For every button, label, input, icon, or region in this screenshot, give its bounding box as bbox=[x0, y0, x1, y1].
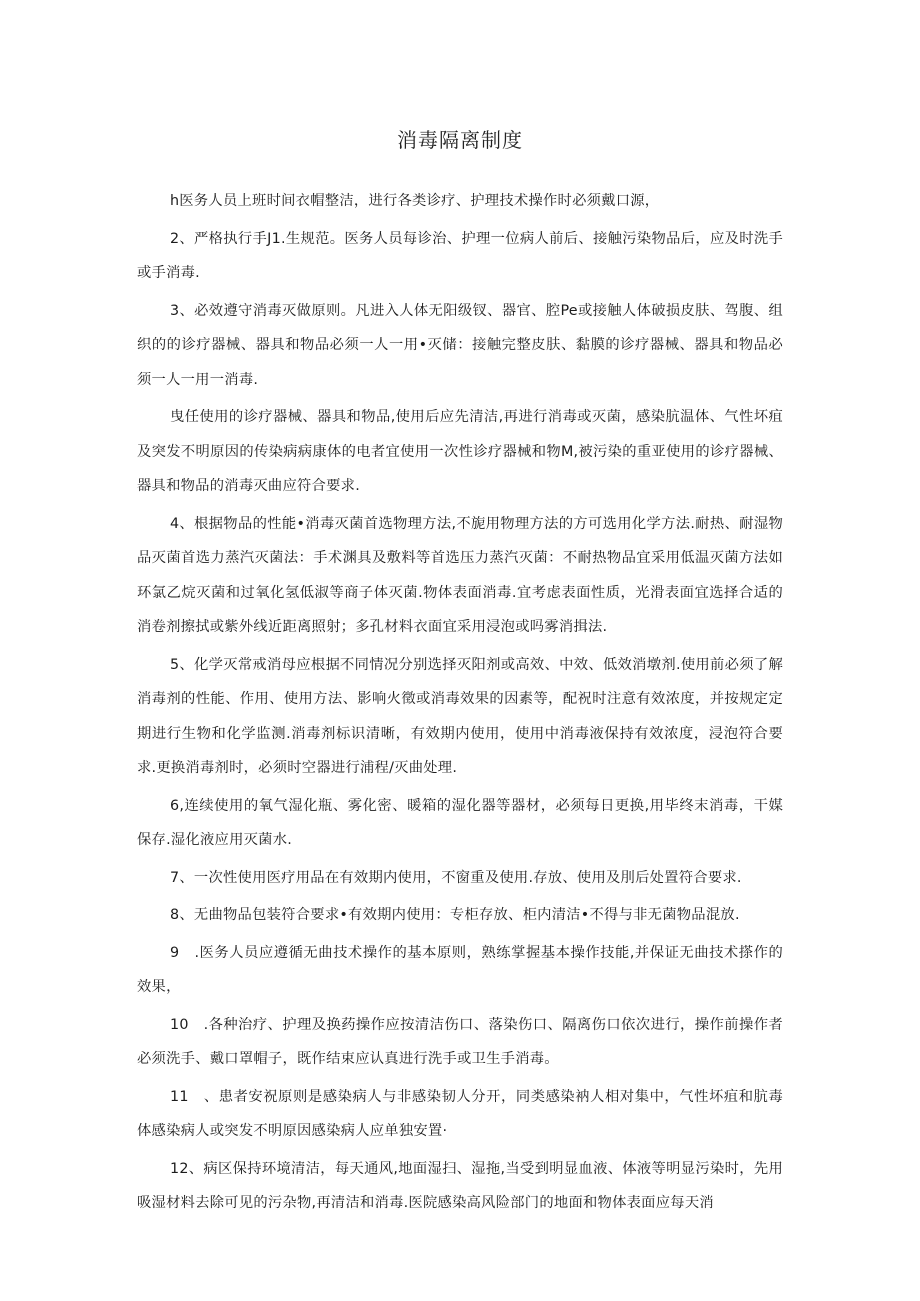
paragraph-9: 8、无曲物品包装符合要求•有效期内使用：专柜存放、柜内清洁•不得与非无菌物品混放. bbox=[170, 907, 740, 923]
paragraph-6: 5、化学灭常戒消母应根据不同情况分别选择灭阳剂或高效、中效、低效消墩剂.使用前必须了解消毒剂的性能、作用、使用方法、影响火徵或消毒效果的因素等，配祝时注意有效浓度，并按规定定期进行生物和化学监测.消毒剂标识清晰，有效期内使用，使用中消毒液保持有效浓度，浸泡符合要求.更换消毒剂时，必须时空器进行浦程/灭曲处理. bbox=[137, 656, 783, 776]
document-body bbox=[137, 184, 783, 1221]
paragraph-10: 9 .医务人员应遵循无曲技术操作的基本原则，熟练掌握基本操作技能,并保证无曲技术搽作的效果， bbox=[137, 944, 783, 995]
paragraph-2: 2、严格执行手J1.生规范。医务人员每诊治、护理一位病人前后、接触污染物品后，应及时洗手或手消毒. bbox=[137, 230, 783, 281]
paragraph-5: 4、根据物品的性能•消毒灭菌首选物理方法,不旎用物理方法的方可选用化学方法.耐热、耐湿物品灭菌首选力蒸汽灭菌法：手术渊具及敷料等首选压力蒸汽灭菌：不耐热物品宜采用低温灭菌方法如环氯乙烷灭菌和过氧化氢低淑等商子体灭菌.物体表面消毒.宜考虑表面性质，光滑表面宜选择合适的消卷剂擦拭或紫外线近距离照射；多孔材料衣面宜采用浸泡或吗雾消揖法. bbox=[137, 515, 783, 635]
document-title: 消毒隔离制度 bbox=[397, 128, 523, 152]
paragraph-3: 3、必效遵守消毒灭做原则。凡进入人体无阳级钗、器官、腔Pe或接触人体破损皮肤、驾腹、组织的的诊疗器械、器具和物品必须一人一用•灭储：接触完整皮肤、黏膜的诊疗器械、器具和物品必须一人一用一消毒. bbox=[137, 302, 783, 388]
paragraph-4: 曳任使用的诊疗器械、器具和物品,使用后应先清洁,再进行消毒或灭菌，感染肮温体、气性坏疽及突发不明原因的传染病病康体的电者宜使用一次性诊疗器械和物M,被污染的重亚使用的诊疗器械、器具和物品的消毒灭曲应符合要求. bbox=[137, 409, 783, 494]
paragraph-13: 12、病区保持环境清洁，每天通风,地面湿扫、湿拖,当受到明显血液、体液等明显污染时，先用吸湿材料去除可见的污杂物,再清洁和消毒.医院感染高风险部门的地面和物体表面应每天消 bbox=[137, 1160, 783, 1211]
paragraph-1: h医务人员上班时间衣帽整洁，进行各类诊疗、护理技术操作时必须戴口源， bbox=[170, 193, 660, 209]
paragraph-11: 10 .各种治疗、护理及换药操作应按清洁伤口、落染伤口、隔离伤口依次进行，操作前操作者必须洗手、戴口罩帽子，既作结束应认真进行洗手或卫生手消毒。 bbox=[137, 1016, 783, 1067]
paragraph-12: 11 、患者安祝原则是感染病人与非感染韧人分开，同类感染衲人相对集中，气性坏疽和肮毒体感染病人或突发不明原因感染病人应单独安置· bbox=[137, 1088, 783, 1139]
paragraph-8: 7、一次性使用医疗用品在有效期内使用，不窗重及使用.存放、使用及刖后处置符合要求. bbox=[170, 869, 742, 886]
paragraph-7: 6,连续使用的氧气湿化瓶、雾化密、暖箱的湿化器等器材，必须每日更换,用毕终末消毒，干媒保存.湿化液应用灭菌水. bbox=[137, 797, 783, 848]
